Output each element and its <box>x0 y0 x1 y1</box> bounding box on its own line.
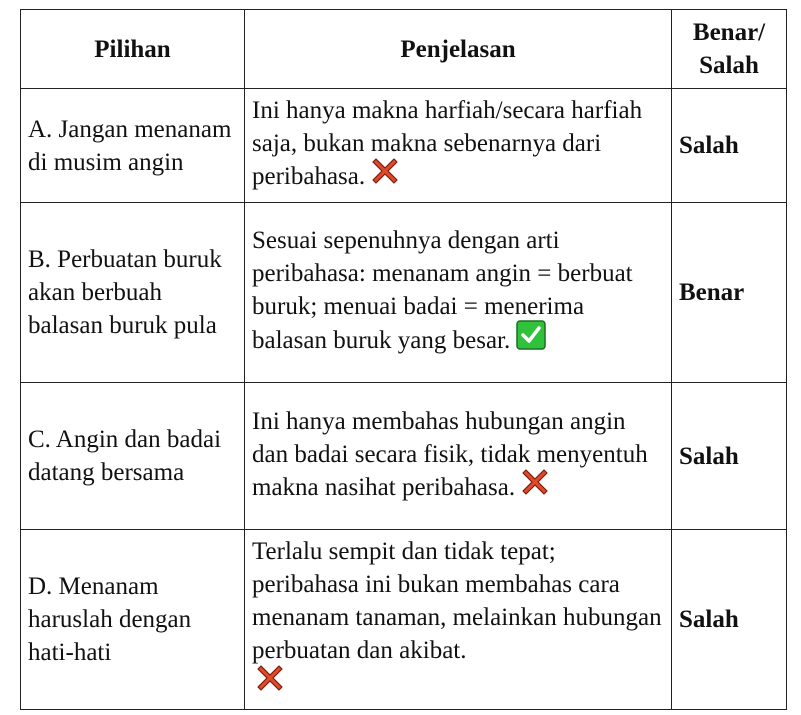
answer-table <box>20 9 787 710</box>
table-row <box>21 203 787 383</box>
header-salah-label: Salah <box>699 52 759 79</box>
header-benar-salah <box>672 10 787 89</box>
explanation-cell <box>245 89 672 203</box>
table-row <box>21 89 787 203</box>
check-icon <box>516 320 546 359</box>
header-benar-label: Benar/ <box>692 19 766 46</box>
verdict-cell: Salah <box>672 530 787 710</box>
cross-icon <box>256 664 284 701</box>
table-row <box>21 383 787 530</box>
header-penjelasan: Penjelasan <box>245 10 672 89</box>
cross-icon <box>521 468 549 505</box>
table-header-row <box>21 10 787 89</box>
explanation-text: Terlalu sempit dan tidak tepat; peribahasa ini bukan membahas cara menanam tanaman, melainkan hubungan perbuatan dan akibat. <box>252 538 662 664</box>
explanation-cell <box>245 383 672 530</box>
option-cell: B. Perbuatan buruk akan berbuah balasan buruk pula <box>21 203 245 383</box>
option-cell: C. Angin dan badai datang bersama <box>21 383 245 530</box>
option-cell: D. Menanam haruslah dengan hati-hati <box>21 530 245 710</box>
explanation-text: Sesuai sepenuhnya dengan arti peribahasa: menanam angin = berbuat buruk; menuai badai = menerima balasan buruk yang besar. <box>252 226 633 354</box>
table-row <box>21 530 787 710</box>
verdict-cell: Benar <box>672 203 787 383</box>
verdict-cell: Salah <box>672 383 787 530</box>
explanation-cell <box>245 530 672 710</box>
explanation-text: Ini hanya membahas hubungan angin dan badai secara fisik, tidak menyentuh makna nasihat peribahasa. <box>252 407 648 501</box>
explanation-cell <box>245 203 672 383</box>
verdict-cell: Salah <box>672 89 787 203</box>
header-pilihan: Pilihan <box>21 10 245 89</box>
option-cell: A. Jangan menanam di musim angin <box>21 89 245 203</box>
cross-icon <box>371 157 399 194</box>
explanation-text: Ini hanya makna harfiah/secara harfiah saja, bukan makna sebenarnya dari peribahasa. <box>252 97 643 191</box>
